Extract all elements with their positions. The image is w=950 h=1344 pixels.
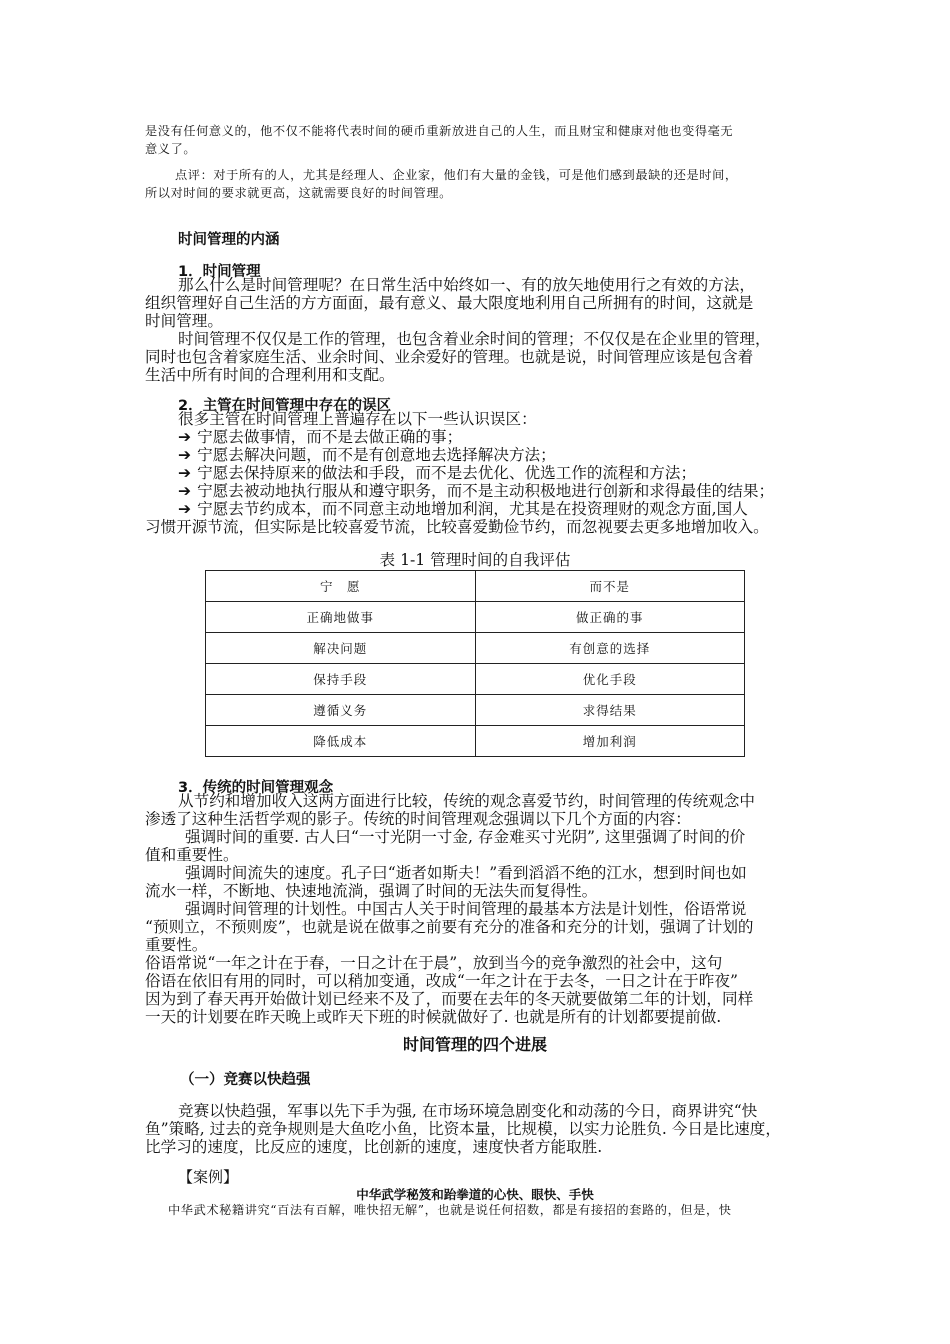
paragraph-line: 强调时间流失的速度。孔子曰“逝者如斯夫！”看到滔滔不绝的江水，想到时间也如	[185, 864, 747, 882]
table-header-cell: 宁 愿	[206, 571, 476, 602]
main-heading: 时间管理的四个进展	[402, 1035, 547, 1054]
paragraph-line: 从节约和增加收入这两方面进行比较，传统的观念喜爱节约，时间管理的传统观念中	[178, 792, 755, 810]
section-heading: 时间管理的内涵	[178, 232, 280, 248]
list-item: ➔ 宁愿去做事情，而不是去做正确的事；	[178, 428, 463, 446]
paragraph-line: 渗透了这种生活哲学观的影子。传统的时间管理观念强调以下几个方面的内容：	[145, 810, 691, 828]
intro-line: 是没有任何意义的，他不仅不能将代表时间的硬币重新放进自己的人生，而且财宝和健康对他也变得毫无	[145, 124, 734, 138]
table-row	[206, 633, 745, 664]
paragraph-line: 生活中所有时间的合理利用和支配。	[145, 366, 395, 384]
paragraph-line: 很多主管在时间管理上普遍存在以下一些认识误区：	[178, 410, 537, 428]
list-item: ➔ 宁愿去节约成本，而不同意主动地增加利润，尤其是在投资理财的观念方面,国人	[178, 500, 748, 518]
paragraph-line: 强调时间的重要. 古人曰“一寸光阴一寸金, 存金难买寸光阴”, 这里强调了时间的价	[185, 828, 746, 846]
table-cell: 遵循义务	[206, 695, 476, 726]
paragraph-line: 同时也包含着家庭生活、业余时间、业余爱好的管理。也就是说，时间管理应该是包含着	[145, 348, 754, 366]
arrow-right-icon: ➔	[178, 446, 192, 464]
table-cell: 做正确的事	[475, 602, 745, 633]
table-cell: 增加利润	[475, 726, 745, 757]
table-row	[206, 602, 745, 633]
table-caption: 表 1-1 管理时间的自我评估	[379, 551, 571, 569]
part1-title: 1．时间管理	[178, 264, 261, 280]
paragraph-line: 时间管理。	[145, 312, 223, 330]
list-item: ➔ 宁愿去被动地执行服从和遵守职务，而不是主动积极地进行创新和求得最佳的结果；	[178, 482, 775, 500]
paragraph-line: 时间管理不仅仅是工作的管理，也包含着业余时间的管理；不仅仅是在企业里的管理，	[178, 330, 771, 348]
paragraph-line: 俗语在依旧有用的同时，可以稍加变通，改成“一年之计在于去冬，一日之计在于昨夜”	[145, 972, 738, 990]
table-cell: 正确地做事	[206, 602, 476, 633]
list-item-continuation: 习惯开源节流，但实际是比较喜爱节流，比较喜爱勤俭节约，而忽视要去更多地增加收入。	[145, 518, 769, 536]
paragraph-line: 重要性。	[145, 936, 208, 954]
table-cell: 解决问题	[206, 633, 476, 664]
paragraph-line: 俗语常说“一年之计在于春，一日之计在于晨”，放到当今的竞争激烈的社会中，这句	[145, 954, 723, 972]
intro-line: 意义了。	[145, 142, 197, 156]
paragraph-line: 鱼”策略, 过去的竞争规则是大鱼吃小鱼，比资本量，比规模，以实力论胜负. 今日是比速度，	[145, 1120, 781, 1138]
table-cell: 求得结果	[475, 695, 745, 726]
paragraph-line: 流水一样，不断地、快速地流淌，强调了时间的无法失而复得性。	[145, 882, 598, 900]
sub1-title: （一）竞赛以快趋强	[180, 1072, 311, 1088]
paragraph-line: 比学习的速度，比反应的速度，比创新的速度，速度快者方能取胜.	[145, 1138, 603, 1156]
table-cell: 保持手段	[206, 664, 476, 695]
table-row	[206, 695, 745, 726]
arrow-right-icon: ➔	[178, 500, 192, 518]
case-line: 中华武术秘籍讲究“百法有百解，唯快招无解”，也就是说任何招数，都是有接招的套路的，但是，快	[168, 1203, 732, 1217]
table-header-cell: 而不是	[475, 571, 745, 602]
table-cell: 有创意的选择	[475, 633, 745, 664]
arrow-right-icon: ➔	[178, 428, 192, 446]
part2-title: 2．主管在时间管理中存在的误区	[178, 398, 392, 414]
arrow-right-icon: ➔	[178, 482, 192, 500]
table-cell: 优化手段	[475, 664, 745, 695]
table-row	[206, 726, 745, 757]
paragraph-line: 因为到了春天再开始做计划已经来不及了，而要在去年的冬天就要做第二年的计划，同样	[145, 990, 754, 1008]
table-cell: 降低成本	[206, 726, 476, 757]
self-assessment-table	[205, 570, 745, 757]
table-row	[206, 664, 745, 695]
case-label: 【案例】	[178, 1168, 239, 1186]
part3-title: 3．传统的时间管理观念	[178, 780, 334, 796]
paragraph-line: 一天的计划要在昨天晚上或昨天下班的时候就做好了. 也就是所有的计划都要提前做.	[145, 1008, 722, 1026]
arrow-right-icon: ➔	[178, 464, 192, 482]
list-item: ➔ 宁愿去保持原来的做法和手段，而不是去优化、优选工作的流程和方法；	[178, 464, 697, 482]
list-item: ➔ 宁愿去解决问题，而不是有创意地去选择解决方法；	[178, 446, 556, 464]
paragraph-line: “预则立，不预则废”，也就是说在做事之前要有充分的准备和充分的计划，强调了计划的	[145, 918, 754, 936]
comment-line: 所以对时间的要求就更高，这就需要良好的时间管理。	[145, 186, 452, 200]
paragraph-line: 那么什么是时间管理呢？在日常生活中始终如一、有的放矢地使用行之有效的方法，	[178, 276, 755, 294]
paragraph-line: 组织管理好自己生活的方方面面，最有意义、最大限度地利用自己所拥有的时间，这就是	[145, 294, 754, 312]
paragraph-line: 竞赛以快趋强，军事以先下手为强, 在市场环境急剧变化和动荡的今日，商界讲究“快	[178, 1102, 758, 1120]
case-title: 中华武学秘笈和跆拳道的心快、眼快、手快	[356, 1187, 594, 1202]
paragraph-line: 值和重要性。	[145, 846, 239, 864]
comment-line: 点评：对于所有的人，尤其是经理人、企业家，他们有大量的金钱，可是他们感到最缺的还是时间，	[175, 168, 738, 182]
table-header-row	[206, 571, 745, 602]
paragraph-line: 强调时间管理的计划性。中国古人关于时间管理的最基本方法是计划性，俗语常说	[185, 900, 747, 918]
